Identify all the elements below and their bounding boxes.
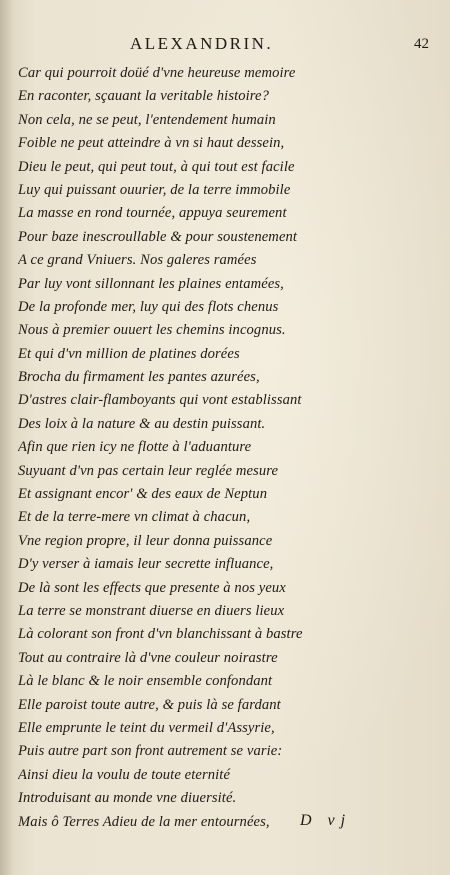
verse-line: Elle paroist toute autre, & puis là se fardant xyxy=(18,696,281,713)
verse-text xyxy=(18,62,438,834)
verse-line: Brocha du firmament les pantes azurées, xyxy=(18,369,260,386)
verse-line: Suyuant d'vn pas certain leur reglée mesure xyxy=(18,462,279,479)
verse-line: De la profonde mer, luy qui des flots chenus xyxy=(18,298,279,315)
verse-line: Pour baze inescroullable & pour soustenement xyxy=(18,228,298,245)
page-number: 42 xyxy=(414,36,429,52)
verse-line: La terre se monstrant diuerse en diuers lieux xyxy=(18,602,285,619)
signature-mark: D vj xyxy=(300,812,352,829)
verse-line: Ainsi dieu la voulu de toute eternité xyxy=(18,766,231,783)
verse-line: Là le blanc & le noir ensemble confondant xyxy=(18,673,273,690)
verse-line: Mais ô Terres Adieu de la mer entournées, xyxy=(18,813,270,830)
verse-line: Luy qui puissant ouurier, de la terre immobile xyxy=(18,181,291,198)
verse-line: Et assignant encor' & des eaux de Neptun xyxy=(18,486,268,503)
verse-line: Vne region propre, il leur donna puissance xyxy=(18,532,273,549)
verse-line: Puis autre part son front autrement se varie: xyxy=(18,743,283,760)
verse-line: La masse en rond tournée, appuya seurement xyxy=(18,205,287,222)
verse-line: Non cela, ne se peut, l'entendement humain xyxy=(18,111,276,128)
verse-line: Par luy vont sillonnant les plaines entamées, xyxy=(18,275,284,292)
verse-line: Car qui pourroit doüé d'vne heureuse memoire xyxy=(18,65,296,81)
verse-line: En raconter, sçauant la veritable histoire? xyxy=(18,88,270,105)
verse-line: Et qui d'vn million de platines dorées xyxy=(18,345,240,362)
verse-line: Tout au contraire là d'vne couleur noirastre xyxy=(18,649,278,666)
verse-line: De là sont les effects que presente à nos yeux xyxy=(18,579,286,596)
verse-line: Introduisant au monde vne diuersité. xyxy=(18,790,237,807)
verse-line: Des loix à la nature & au destin puissant. xyxy=(18,415,266,432)
verse-line: Dieu le peut, qui peut tout, à qui tout est facile xyxy=(18,158,295,175)
verse-line: Afin que rien icy ne flotte à l'aduanture xyxy=(18,439,252,456)
running-head: ALEXANDRIN. xyxy=(130,34,274,53)
verse-line: D'astres clair-flamboyants qui vont establissant xyxy=(18,392,302,409)
verse-line: Foible ne peut atteindre à vn si haut dessein, xyxy=(18,135,285,152)
verse-line: Nous à premier ouuert les chemins incognus. xyxy=(18,322,286,339)
verse-line: Et de la terre-mere vn climat à chacun, xyxy=(18,509,251,526)
verse-line: Elle emprunte le teint du vermeil d'Assyrie, xyxy=(18,719,275,736)
verse-line: D'y verser à iamais leur secrette influance, xyxy=(18,556,274,573)
verse-line: A ce grand Vniuers. Nos galeres ramées xyxy=(18,252,257,269)
page-gutter-shadow xyxy=(0,0,14,875)
verse-line: Là colorant son front d'vn blanchissant à bastre xyxy=(18,626,303,643)
page-header xyxy=(0,34,450,60)
